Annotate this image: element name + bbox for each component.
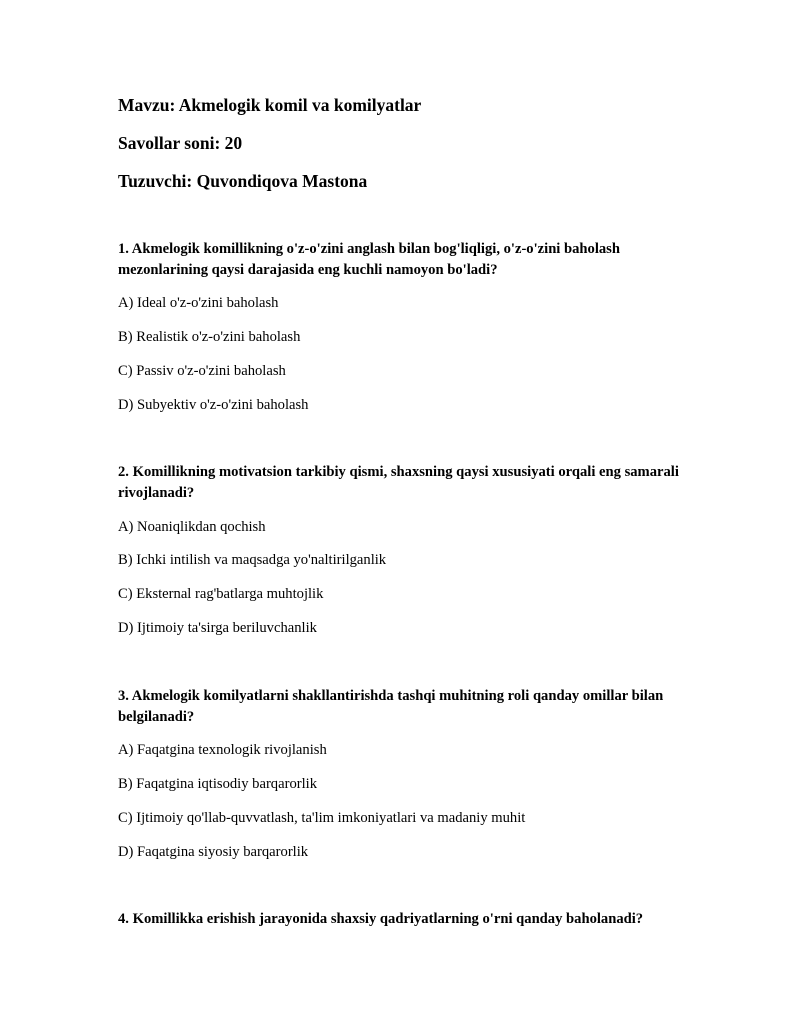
question-3-text: 3. Akmelogik komilyatlarni shakllantirishda tashqi muhitning roli qanday omillar bilan belgilanadi? (118, 688, 664, 725)
question-1-option-b: B) Realistik o'z-o'zini baholash (118, 329, 301, 345)
question-2-option-a: A) Noaniqlikdan qochish (118, 519, 266, 535)
question-2-option-b: B) Ichki intilish va maqsadga yo'naltirilganlik (118, 552, 387, 568)
question-1-option-a: A) Ideal o'z-o'zini baholash (118, 295, 279, 311)
question-4-text: 4. Komillikka erishish jarayonida shaxsiy qadriyatlarning o'rni qanday baholanadi? (118, 911, 644, 927)
question-1-text: 1. Akmelogik komillikning o'z-o'zini anglash bilan bog'liqligi, o'z-o'zini baholash mezonlarining qaysi darajasida eng kuchli namoyon bo'ladi? (118, 241, 620, 278)
author-heading: Tuzuvchi: Quvondiqova Mastona (118, 171, 368, 191)
question-count-heading: Savollar soni: 20 (118, 133, 243, 153)
question-3-option-a: A) Faqatgina texnologik rivojlanish (118, 742, 327, 758)
question-2-text: 2. Komillikning motivatsion tarkibiy qismi, shaxsning qaysi xususiyati orqali eng samarali rivojlanadi? (118, 464, 679, 501)
question-3-option-c: C) Ijtimoiy qo'llab-quvvatlash, ta'lim imkoniyatlari va madaniy muhit (118, 810, 526, 826)
question-2-option-c: C) Eksternal rag'batlarga muhtojlik (118, 586, 324, 602)
question-3-option-d: D) Faqatgina siyosiy barqarorlik (118, 844, 309, 860)
topic-heading: Mavzu: Akmelogik komil va komilyatlar (118, 95, 422, 115)
question-3-option-b: B) Faqatgina iqtisodiy barqarorlik (118, 776, 318, 792)
question-1-option-d: D) Subyektiv o'z-o'zini baholash (118, 397, 309, 413)
question-1-option-c: C) Passiv o'z-o'zini baholash (118, 363, 286, 379)
question-2-option-d: D) Ijtimoiy ta'sirga beriluvchanlik (118, 620, 317, 636)
